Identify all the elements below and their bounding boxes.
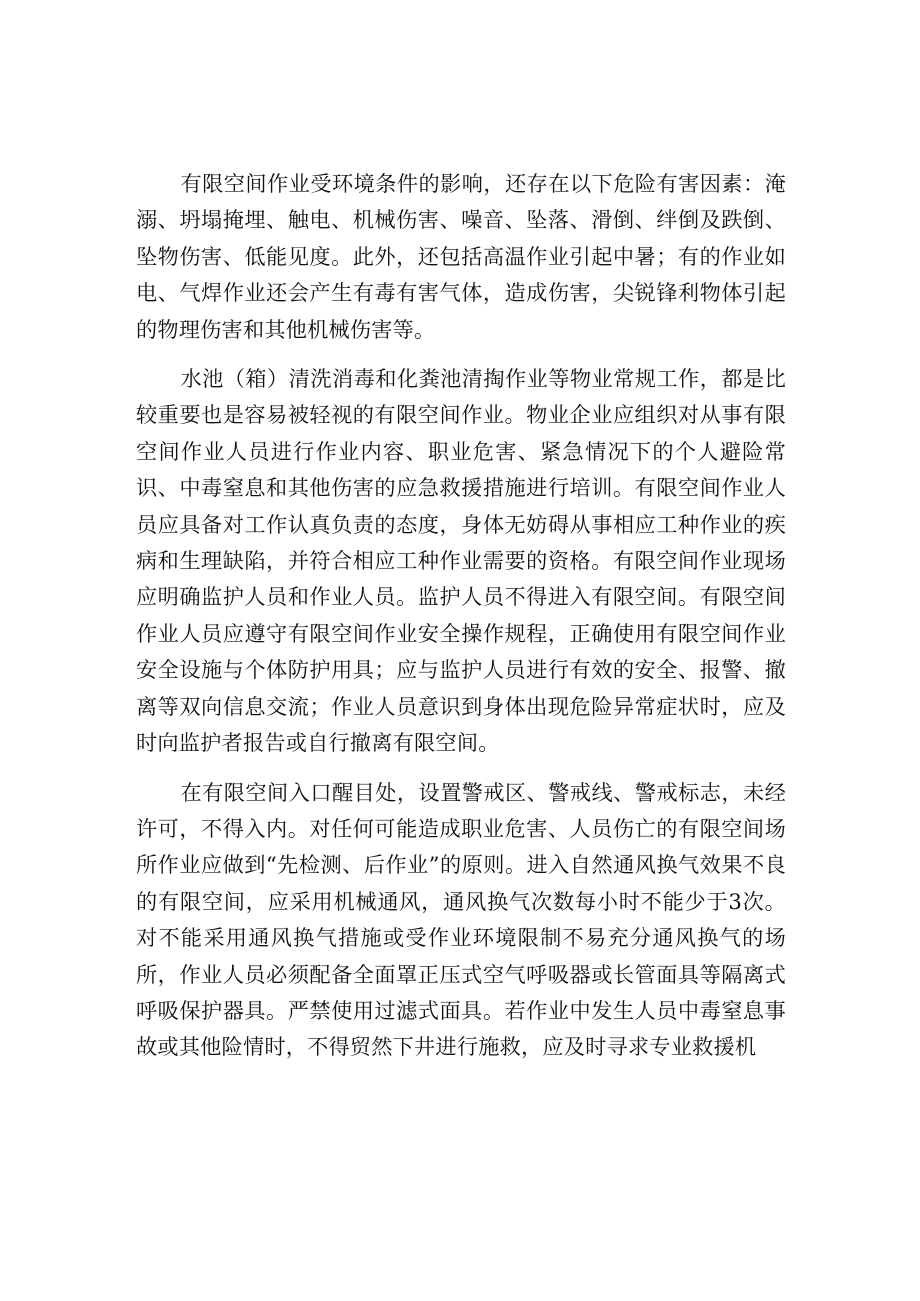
paragraph-training: 水池（箱）清洗消毒和化粪池清掏作业等物业常规工作，都是比较重要也是容易被轻视的有限空间作业。物业企业应组织对从事有限空间作业人员进行作业内容、职业危害、紧急情况下的个人避险常识、中毒窒息和其他伤害的应急救援措施进行培训。有限空间作业人员应具备对工作认真负责的态度，身体无妨碍从事相应工种作业的疾病和生理缺陷，并符合相应工种作业需要的资格。有限空间作业现场应明确监护人员和作业人员。监护人员不得进入有限空间。有限空间作业人员应遵守有限空间作业安全操作规程，正确使用有限空间作业安全设施与个体防护用具；应与监护人员进行有效的安全、报警、撤离等双向信息交流；作业人员意识到身体出现危险异常症状时，应及时向监护者报告或自行撤离有限空间。 xyxy=(136,366,786,756)
paragraph-hazards: 有限空间作业受环境条件的影响，还存在以下危险有害因素：淹溺、坍塌掩埋、触电、机械伤害、噪音、坠落、滑倒、绊倒及跌倒、坠物伤害、低能见度。此外，还包括高温作业引起中暑；有的作业如电、气焊作业还会产生有毒有害气体，造成伤害，尖锐锋利物体引起的物理伤害和其他机械伤害等。 xyxy=(136,171,786,342)
paragraph-ventilation: 在有限空间入口醒目处，设置警戒区、警戒线、警戒标志，未经许可，不得入内。对任何可能造成职业危害、人员伤亡的有限空间场所作业应做到“先检测、后作业”的原则。进入自然通风换气效果不良的有限空间，应采用机械通风，通风换气次数每小时不能少于3次。对不能采用通风换气措施或受作业环境限制不易充分通风换气的场所，作业人员必须配备全面罩正压式空气呼吸器或长管面具等隔离式呼吸保护器具。严禁使用过滤式面具。若作业中发生人员中毒窒息事故或其他险情时，不得贸然下井进行施救，应及时寻求专业救援机 xyxy=(136,779,786,1060)
document-body xyxy=(136,166,786,1066)
